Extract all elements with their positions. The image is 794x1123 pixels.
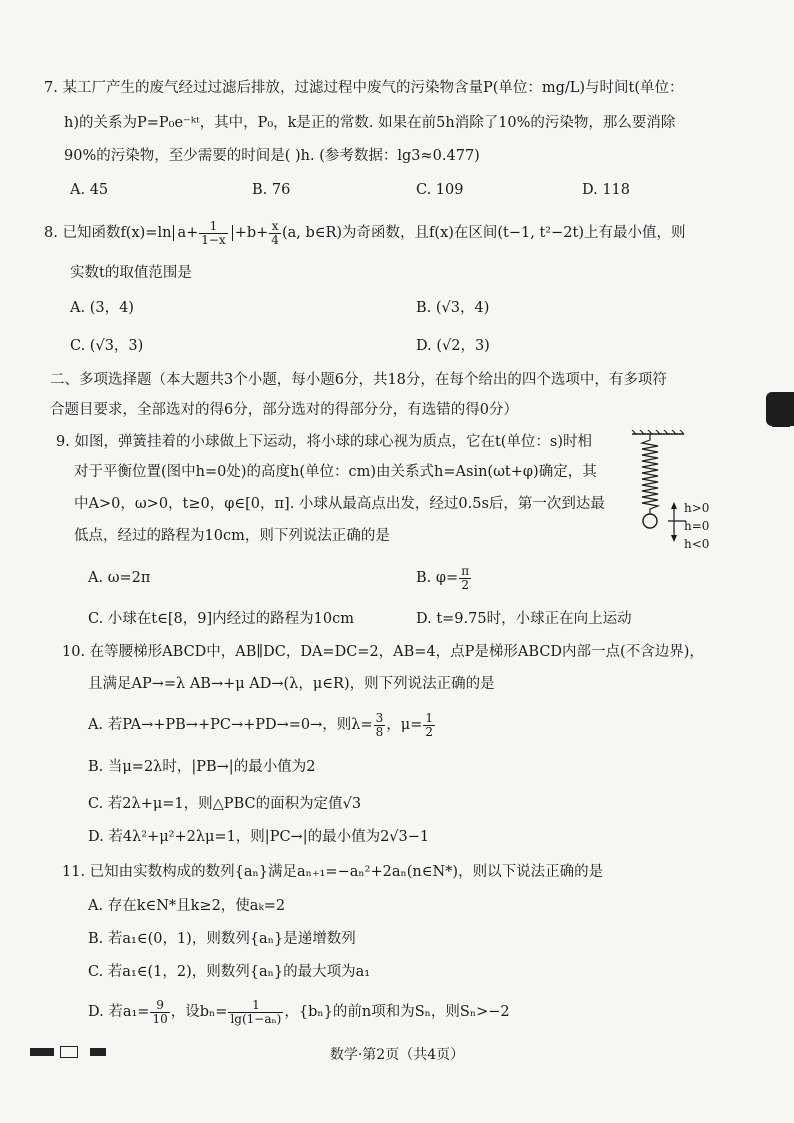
q8-mid: +b+ [234, 225, 269, 241]
q8-option-b: B. (√3，4) [416, 300, 490, 316]
q11-optD-fraction-2 [228, 999, 283, 1026]
q11-optD-den2: lg(1−aₙ) [230, 1011, 282, 1026]
q7-option-d: D. 118 [582, 182, 631, 198]
q10-optA-mid: ，μ= [386, 717, 423, 733]
q9-optB-denominator: 2 [461, 577, 469, 592]
q11-optD-post: ，{bₙ}的前n项和为Sₙ，则Sₙ>−2 [284, 1004, 510, 1020]
down-arrow-icon [671, 535, 677, 542]
spring-coil [642, 434, 658, 514]
q9-line3: 中A>0，ω>0，t≥0，φ∈[0，π]. 小球从最高点出发，经过0.5s后，第一次到达最 [74, 496, 605, 512]
q8-post: (a, b∈R)为奇函数，且f(x)在区间(t−1, t²−2t)上有最小值，则 [281, 225, 686, 241]
q8-option-c: C. (√3，3) [70, 338, 144, 354]
q10-option-b: B. 当μ=2λ时，|PB→|的最小值为2 [88, 759, 316, 775]
q8-option-d: D. (√2，3) [416, 338, 490, 354]
side-tab-marker [766, 392, 794, 426]
q10-optA-fraction-2 [423, 712, 435, 739]
q7-option-a: A. 45 [70, 182, 109, 198]
q9-line2: 对于平衡位置(图中h=0处)的高度h(单位：cm)由关系式h=Asin(ωt+φ)确定，其 [74, 464, 597, 480]
q10-line1: 10. 在等腰梯形ABCD中，AB∥DC，DA=DC=2，AB=4，点P是梯形ABCD内部一点(不含边界)， [62, 644, 704, 660]
q11-optD-pre: D. 若a₁= [88, 1004, 150, 1020]
q11-optD-num2: 1 [228, 999, 283, 1013]
q10-optA-den1: 8 [375, 724, 384, 739]
label-h-zero: h=0 [684, 519, 710, 533]
q10-optA-fraction-1 [374, 712, 386, 739]
q9-line1: 9. 如图，弹簧挂着的小球做上下运动，将小球的球心视为质点，它在t(单位：s)时相 [56, 434, 593, 450]
q8-frac2-denominator: 4 [271, 232, 279, 247]
q10-option-a [88, 710, 436, 740]
q8-line2: 实数t的取值范围是 [70, 265, 192, 281]
up-arrow-icon [671, 502, 677, 509]
q10-option-d: D. 若4λ²+μ²+2λμ=1，则|PC→|的最小值为2√3−1 [88, 829, 430, 845]
q10-optA-num1: 3 [375, 710, 384, 725]
q8-fraction-2 [269, 220, 281, 247]
section2-line1: 二、多项选择题（本大题共3个小题，每小题6分，共18分，在每个给出的四个选项中，有多项符 [50, 372, 667, 388]
q11-option-c: C. 若a₁∈(1，2)，则数列{aₙ}的最大项为a₁ [88, 964, 371, 980]
q7-line3: 90%的污染物，至少需要的时间是( )h. (参考数据：lg3≈0.477) [64, 148, 480, 164]
q9-option-c: C. 小球在t∈[8，9]内经过的路程为10cm [88, 611, 354, 627]
q8-pre: 8. 已知函数f(x)=ln [44, 225, 172, 241]
q9-optB-pre: B. φ= [416, 570, 459, 586]
q9-optB-fraction [459, 565, 471, 592]
q11-optD-fraction-1 [150, 999, 169, 1026]
q8-fraction-1 [199, 220, 227, 247]
q8-frac2-numerator: x [269, 220, 281, 234]
q9-option-a: A. ω=2π [88, 570, 151, 586]
page-footer: 数学·第2页（共4页） [329, 1047, 465, 1063]
q9-option-d: D. t=9.75时，小球正在向上运动 [416, 611, 632, 627]
q8-option-a: A. (3，4) [70, 300, 134, 316]
q8-abs-a: a+ [177, 225, 199, 241]
q11-optD-num1: 9 [150, 999, 169, 1013]
q10-optA-num2: 1 [425, 710, 433, 725]
q11-option-b: B. 若a₁∈(0，1)，则数列{aₙ}是递增数列 [88, 931, 356, 947]
q7-line2: h)的关系为P=P₀e⁻ᵏᵗ，其中，P₀，k是正的常数. 如果在前5h消除了10%的污染物，那么要消除 [64, 115, 676, 131]
q10-optA-den2: 2 [425, 724, 433, 739]
q11-line1: 11. 已知由实数构成的数列{aₙ}满足aₙ₊₁=−aₙ²+2aₙ(n∈N*)，则以下说法正确的是 [62, 864, 604, 880]
q9-option-b [416, 564, 472, 592]
q11-optD-mid: ，设bₙ= [170, 1004, 228, 1020]
q8-frac1-numerator: 1 [199, 220, 227, 234]
label-h-negative: h<0 [684, 537, 710, 551]
q8-frac1-denominator: 1−x [201, 232, 226, 247]
q11-optD-den1: 10 [152, 1011, 168, 1026]
q10-line2: 且满足AP→=λ AB→+μ AD→(λ，μ∈R)，则下列说法正确的是 [88, 676, 495, 692]
spring-ball [643, 514, 657, 528]
q11-option-a: A. 存在k∈N*且k≥2，使aₖ=2 [88, 898, 286, 914]
q8-line1 [44, 218, 685, 248]
q7-option-b: B. 76 [252, 182, 291, 198]
label-h-positive: h>0 [684, 501, 710, 515]
side-tab-tick [772, 424, 790, 427]
q11-option-d [88, 996, 510, 1028]
q9-line4: 低点，经过的路程为10cm，则下列说法正确的是 [74, 528, 390, 544]
q10-option-c: C. 若2λ+μ=1，则△PBC的面积为定值√3 [88, 796, 362, 812]
q10-optA-pre: A. 若PA→+PB→+PC→+PD→=0→，则λ= [88, 717, 373, 733]
q9-optB-numerator: π [461, 563, 470, 578]
section2-line2: 合题目要求，全部选对的得6分，部分选对的得部分分，有选错的得0分） [50, 402, 518, 418]
q7-option-c: C. 109 [416, 182, 464, 198]
q7-line1: 7. 某工厂产生的废气经过过滤后排放，过滤过程中废气的污染物含量P(单位：mg/L)与时间t(单位： [44, 80, 684, 96]
